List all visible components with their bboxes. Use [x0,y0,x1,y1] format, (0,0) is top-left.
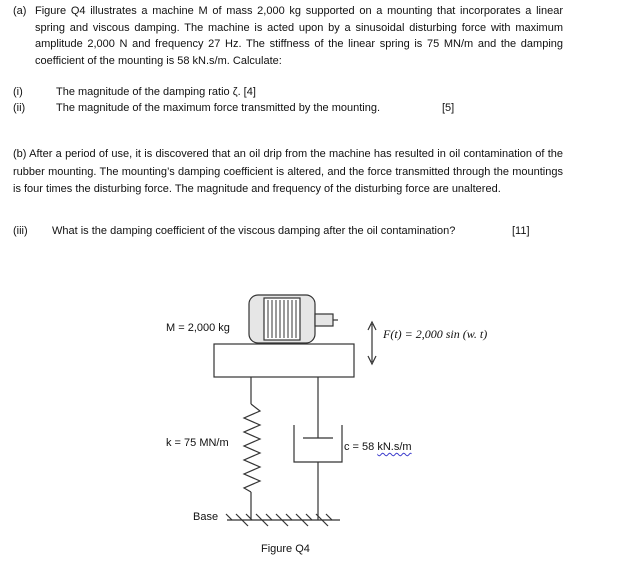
spring-icon [244,377,260,520]
part-b-text: (b) After a period of use, it is discovered that an oil drip from the machine has resulted in oil contamination of the rubber mounting. The mounting’s damping coefficient is altered, and the force transmitted through the mountings is four times the disturbing force. The magnitude and frequency of the disturbing force are unaltered. [13,148,563,195]
item-iii-marks: [11] [512,225,530,237]
damper-label [344,441,412,453]
mass-block [214,344,354,377]
figure-caption: Figure Q4 [261,543,310,555]
item-iii-text: What is the damping coefficient of the viscous damping after the oil contamination? [52,225,456,237]
force-arrow-icon [368,322,376,364]
part-a-body: Figure Q4 illustrates a machine M of mass 2,000 kg supported on a mounting that incorporates a linear spring and viscous damping. The machine is acted upon by a sinusoidal disturbing force with maximum amplitude 2,000 N and frequency 27 Hz. The stiffness of the linear spring is 75 MN/m and the damping coefficient of the mounting is 58 kN.s/m. Calculate: [35,5,563,67]
item-ii-text: The magnitude of the maximum force transmitted by the mounting. [56,102,381,114]
force-label: F(t) = 2,000 sin (w. t) [383,327,488,341]
item-i-number: (i) [13,86,23,98]
mass-label: M = 2,000 kg [166,322,230,334]
item-ii-marks: [5] [442,102,455,114]
item-i-text: The magnitude of the damping ratio ζ. [4] [56,86,256,98]
item-iii-number: (iii) [13,225,28,237]
base-ground [226,514,340,526]
damper-icon [294,377,342,520]
base-label: Base [193,511,219,523]
spring-label: k = 75 MN/m [166,437,229,449]
damper-label-prefix: c = 58 [344,441,378,453]
part-a-label: (a) [13,5,27,17]
motor-icon [249,295,338,347]
damper-label-unit: kN.s/m [377,441,412,453]
item-ii-number: (ii) [13,102,26,114]
